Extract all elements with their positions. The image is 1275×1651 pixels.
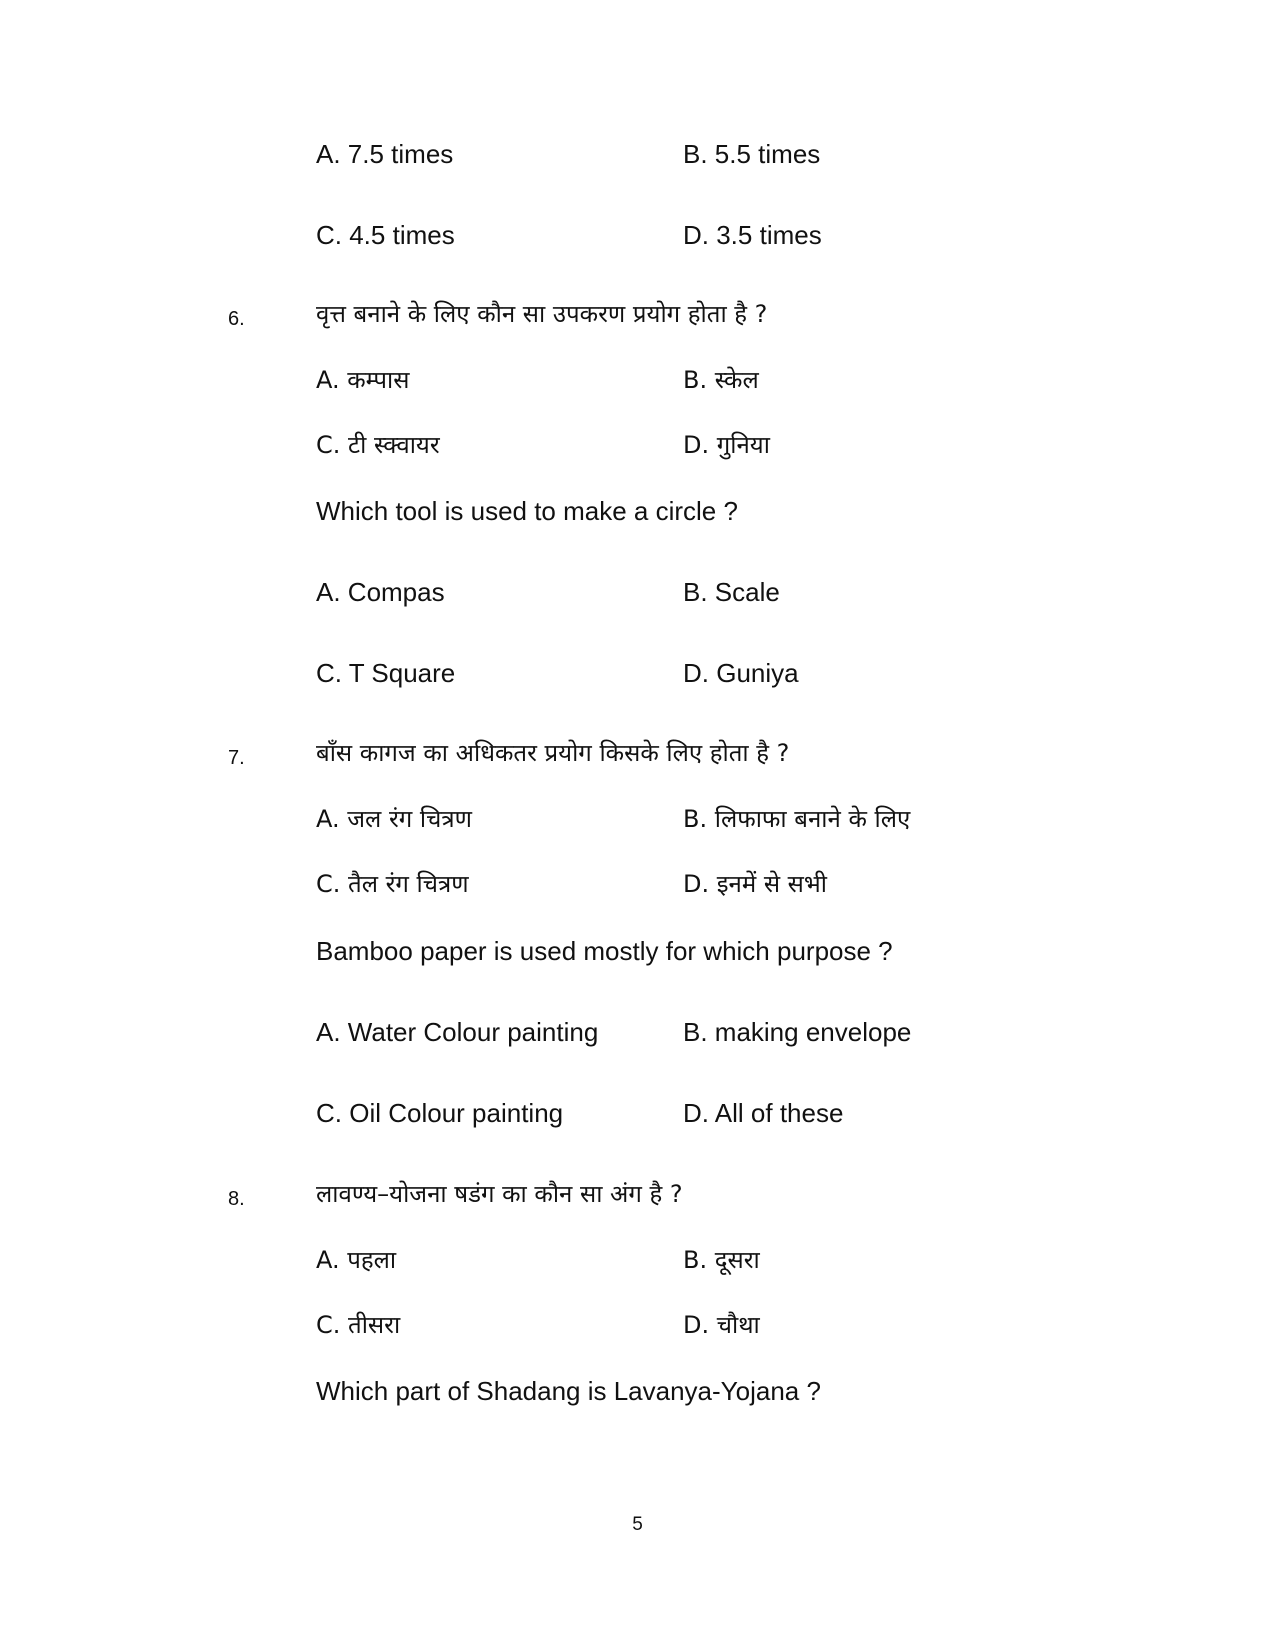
q7-option-b-hindi: B. लिफाफा बनाने के लिए	[683, 805, 911, 833]
q6-option-c-hindi: C. टी स्क्वायर	[316, 431, 440, 459]
q7-option-d: D. All of these	[683, 1098, 844, 1128]
q5-option-d: D. 3.5 times	[683, 220, 822, 250]
q6-option-b: B. Scale	[683, 577, 780, 607]
q7-question-hindi: बाँस कागज का अधिकतर प्रयोग किसके लिए होता है ?	[316, 739, 790, 767]
q7-option-a: A. Water Colour painting	[316, 1017, 599, 1047]
q7-number: 7.	[228, 747, 245, 769]
q7-option-b: B. making envelope	[683, 1017, 912, 1047]
q7-option-c-hindi: C. तैल रंग चित्रण	[316, 870, 469, 898]
q7-option-d-hindi: D. इनमें से सभी	[683, 870, 827, 898]
q6-option-b-hindi: B. स्केल	[683, 366, 759, 394]
q6-question-hindi: वृत्त बनाने के लिए कौन सा उपकरण प्रयोग होता है ?	[316, 300, 768, 328]
q8-option-d-hindi: D. चौथा	[683, 1311, 760, 1339]
q6-option-d-hindi: D. गुनिया	[683, 431, 770, 459]
q7-option-a-hindi: A. जल रंग चित्रण	[316, 805, 472, 833]
q7-question-english: Bamboo paper is used mostly for which purpose ?	[316, 936, 893, 966]
q8-number: 8.	[228, 1188, 245, 1210]
q6-question-english: Which tool is used to make a circle ?	[316, 496, 738, 526]
q8-option-c-hindi: C. तीसरा	[316, 1311, 401, 1339]
q6-option-a: A. Compas	[316, 577, 445, 607]
page-number: 5	[632, 1514, 643, 1535]
q7-option-c: C. Oil Colour painting	[316, 1098, 564, 1128]
q8-question-english: Which part of Shadang is Lavanya-Yojana ?	[316, 1376, 821, 1406]
q5-option-a: A. 7.5 times	[316, 139, 454, 169]
q8-option-b-hindi: B. दूसरा	[683, 1246, 760, 1274]
q8-question-hindi: लावण्य–योजना षडंग का कौन सा अंग है ?	[316, 1180, 683, 1208]
q6-option-a-hindi: A. कम्पास	[316, 366, 410, 394]
q8-option-a-hindi: A. पहला	[316, 1246, 397, 1274]
q6-option-c: C. T Square	[316, 658, 456, 688]
q5-option-b: B. 5.5 times	[683, 139, 821, 169]
q6-option-d: D. Guniya	[683, 658, 799, 688]
q6-number: 6.	[228, 308, 245, 330]
q5-option-c: C. 4.5 times	[316, 220, 455, 250]
